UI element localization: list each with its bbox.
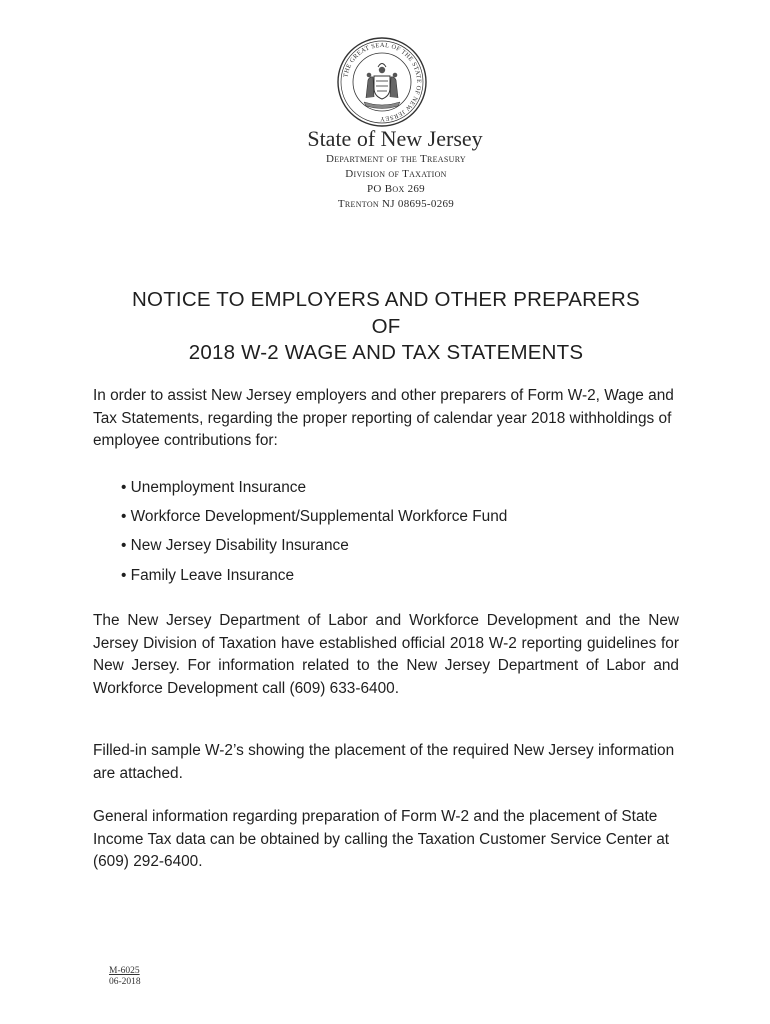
form-number: M-6025 [109, 966, 140, 976]
letterhead-po-box: PO Box 269 [367, 183, 425, 195]
letterhead-state: State of New Jersey [307, 126, 483, 151]
title-line-2: OF [371, 314, 401, 338]
labor-paragraph: The New Jersey Department of Labor and Workforce Development and the New Jersey Division of Taxation have established official 2018 W-2 reporting guidelines for New Jersey. For information related to the New Jersey Department of Labor and Workforce Development call (609) 633-6400. [93, 612, 679, 697]
letterhead-division: Division of Taxation [345, 168, 447, 180]
title-line-1: NOTICE TO EMPLOYERS AND OTHER PREPARERS [132, 288, 640, 311]
svg-text:THE GREAT SEAL OF THE STATE OF [342, 42, 422, 122]
state-seal-icon [336, 36, 428, 128]
form-code [109, 966, 141, 988]
letterhead-department: Department of the Treasury [326, 153, 466, 165]
samples-paragraph: Filled-in sample W-2’s showing the placement of the required New Jersey information are attached. [93, 742, 675, 782]
title-line-3: 2018 W-2 WAGE AND TAX STATEMENTS [188, 341, 584, 364]
list-item: • New Jersey Disability Insurance [121, 531, 507, 560]
page-title [2, 287, 770, 367]
form-date: 06-2018 [109, 977, 141, 987]
letterhead [0, 126, 770, 212]
list-item: • Workforce Development/Supplemental Workforce Fund [121, 502, 507, 531]
letterhead-city: Trenton NJ 08695-0269 [337, 198, 455, 210]
list-item: • Unemployment Insurance [121, 473, 507, 502]
intro-paragraph: In order to assist New Jersey employers and other preparers of Form W-2, Wage and Tax Statements, regarding the proper reporting of calendar year 2018 withholdings of employee contributions for: [93, 387, 674, 449]
list-item: • Family Leave Insurance [121, 561, 507, 590]
contribution-list [121, 473, 507, 590]
seal-text: THE GREAT SEAL OF THE STATE OF NEW JERSEY [342, 41, 423, 123]
general-info-paragraph: General information regarding preparation of Form W-2 and the placement of State Income Tax data can be obtained by calling the Taxation Customer Service Center at (609) 292-6400. [93, 808, 670, 870]
